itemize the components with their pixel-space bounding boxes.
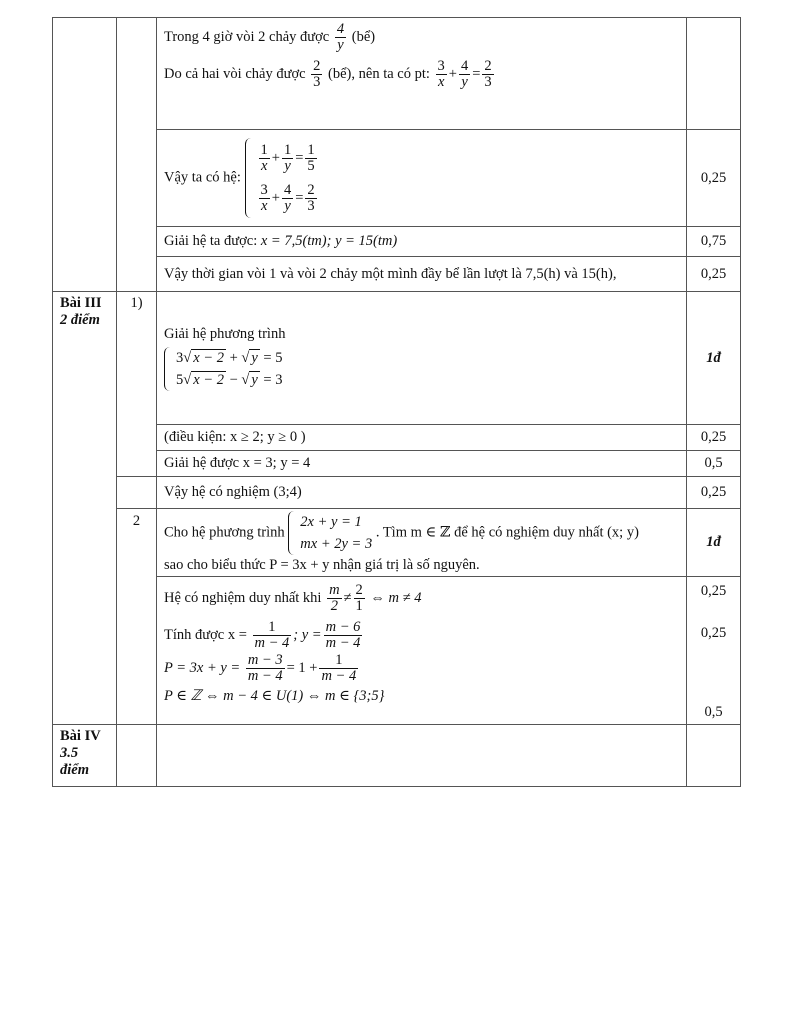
table-row bbox=[53, 18, 741, 130]
numerator: 1 bbox=[307, 142, 315, 159]
numerator: 1 bbox=[283, 142, 292, 159]
table-row bbox=[53, 577, 741, 725]
numerator: 1 bbox=[319, 653, 358, 669]
denominator: 2 bbox=[330, 598, 338, 614]
radicand: y bbox=[251, 371, 258, 388]
section-cell bbox=[53, 725, 117, 787]
text: Trong 4 giờ vòi 2 chảy được bbox=[164, 28, 330, 45]
answer-cell bbox=[157, 577, 687, 725]
equation: 3√ x − 2 + √ y = 5 bbox=[176, 349, 283, 366]
denominator: y bbox=[461, 74, 468, 90]
points-cell: 1đ bbox=[687, 509, 741, 577]
denominator: m − 4 bbox=[325, 635, 361, 651]
table-row bbox=[53, 292, 741, 425]
denominator: 1 bbox=[355, 598, 363, 614]
question-number: 1) bbox=[117, 292, 157, 477]
math: x = 7,5(tm); y = 15(tm) bbox=[260, 233, 398, 249]
fraction bbox=[282, 143, 293, 174]
text: Vậy ta có hệ: bbox=[164, 169, 241, 186]
coef: 3 bbox=[176, 349, 184, 366]
question-number: 2 bbox=[117, 509, 157, 725]
text-line: P ∈ ℤ ⇔ m − 4 ∈ U(1) ⇔ m ∈ {3;5} bbox=[164, 688, 385, 704]
denominator: 3 bbox=[313, 74, 321, 90]
text: Giải hệ phương trình bbox=[164, 325, 286, 342]
rhs: = 5 bbox=[263, 349, 283, 366]
fraction bbox=[305, 183, 316, 214]
equation-system bbox=[164, 347, 282, 391]
points-cell: 0,25 bbox=[687, 257, 741, 292]
text-line bbox=[164, 22, 686, 53]
numerator: 2 bbox=[307, 182, 315, 199]
table-row bbox=[53, 451, 741, 477]
numerator: m bbox=[329, 582, 340, 598]
denominator: x bbox=[260, 198, 268, 215]
fraction bbox=[436, 59, 447, 90]
text: . Tìm m ∈ ℤ để hệ có nghiệm duy nhất (x; y) bbox=[375, 524, 639, 541]
denominator: 3 bbox=[307, 198, 315, 215]
numerator: m − 6 bbox=[325, 619, 361, 635]
brace bbox=[288, 511, 297, 555]
equation-system bbox=[288, 511, 372, 555]
numerator: 4 bbox=[460, 58, 469, 74]
section-score: 3.5 bbox=[60, 745, 79, 761]
denominator: m − 4 bbox=[247, 668, 283, 684]
fraction bbox=[324, 620, 363, 651]
text: Vậy thời gian vòi 1 và vòi 2 chảy một mình đầy bể lần lượt là 7,5(h) và 15(h), bbox=[164, 265, 617, 282]
answer-cell bbox=[157, 257, 687, 292]
points-cell bbox=[687, 18, 741, 130]
equation: $\frac{3}{x}$ + $\frac{4}{y}$ = $\frac{2}{3}$ bbox=[260, 182, 315, 215]
section-cell bbox=[53, 292, 117, 725]
points: 0,25 bbox=[700, 583, 727, 599]
denominator: 3 bbox=[484, 74, 492, 90]
denominator: x bbox=[260, 158, 268, 175]
brace bbox=[245, 138, 254, 218]
math: ⇔ m ≠ 4 bbox=[370, 589, 422, 606]
points-cell: 0,75 bbox=[687, 227, 741, 257]
coef: 5 bbox=[176, 371, 184, 388]
fraction bbox=[335, 22, 346, 53]
op: + bbox=[229, 349, 238, 366]
text: (bể) bbox=[351, 28, 376, 45]
points-cell: 0,25 bbox=[687, 477, 741, 509]
cell-empty bbox=[117, 725, 157, 787]
equation: 5√ x − 2 − √ y = 3 bbox=[176, 371, 283, 388]
points: 0,25 bbox=[700, 625, 727, 641]
points-cell bbox=[687, 577, 741, 725]
answer-cell bbox=[157, 18, 687, 130]
section-title: Bài III bbox=[60, 295, 102, 311]
op: = 1 + bbox=[286, 659, 318, 676]
numerator: 2 bbox=[313, 58, 321, 74]
table-row bbox=[53, 257, 741, 292]
section-title: Bài IV bbox=[60, 728, 101, 744]
text-line bbox=[164, 653, 686, 684]
numerator: 2 bbox=[484, 58, 492, 74]
fraction bbox=[327, 583, 341, 614]
answer-table bbox=[52, 17, 741, 787]
cell-empty bbox=[53, 18, 117, 292]
points-cell: 1đ bbox=[687, 292, 741, 425]
fraction bbox=[246, 653, 285, 684]
answer-cell bbox=[157, 292, 687, 425]
cell-empty bbox=[687, 725, 741, 787]
denominator: 5 bbox=[307, 158, 315, 175]
table-row bbox=[53, 725, 741, 787]
fraction bbox=[305, 143, 316, 174]
equation: mx + 2y = 3 bbox=[300, 536, 373, 552]
fraction bbox=[319, 653, 358, 684]
numerator: 2 bbox=[355, 582, 363, 598]
cell-empty bbox=[157, 725, 687, 787]
answer-cell: (điều kiện: x ≥ 2; y ≥ 0 ) bbox=[157, 425, 687, 451]
text-line: Do cả hai vòi chảy được $\frac{2}{3}$ (bể), nên ta có pt: $\frac{3}{x}$ + $\frac{4}{y}$ = $\frac{2}{3}$ bbox=[164, 58, 492, 90]
radicand: x − 2 bbox=[193, 349, 224, 366]
fraction bbox=[253, 620, 292, 651]
equation-system bbox=[245, 138, 319, 218]
section-score: điểm bbox=[60, 762, 89, 778]
text: (bể), nên ta có pt: bbox=[328, 65, 430, 82]
denominator: y bbox=[284, 198, 291, 215]
op: ≠ bbox=[343, 589, 352, 606]
equation: 2x + y = 1 bbox=[300, 514, 362, 530]
numerator: 3 bbox=[437, 58, 445, 74]
numerator: 4 bbox=[283, 182, 292, 199]
radicand: y bbox=[251, 349, 258, 366]
answer-cell bbox=[157, 227, 687, 257]
denominator: y bbox=[284, 158, 291, 175]
points-cell: 0,5 bbox=[687, 451, 741, 477]
table-row bbox=[53, 227, 741, 257]
denominator: m − 4 bbox=[254, 635, 290, 651]
numerator: 1 bbox=[253, 620, 292, 636]
section-score: 2 điểm bbox=[60, 312, 100, 328]
table-row bbox=[53, 477, 741, 509]
fraction bbox=[311, 59, 322, 90]
points-cell: 0,25 bbox=[687, 130, 741, 227]
math: P = 3x + y = bbox=[164, 659, 241, 676]
cell-empty bbox=[117, 477, 157, 509]
text: Do cả hai vòi chảy được bbox=[164, 65, 306, 82]
brace bbox=[164, 347, 173, 391]
op: − bbox=[229, 371, 238, 388]
text: Giải hệ ta được: bbox=[164, 233, 258, 249]
text-line bbox=[164, 620, 686, 651]
equation: $\frac{1}{x}$ + $\frac{1}{y}$ = $\frac{1}{5}$ bbox=[260, 142, 315, 175]
fraction bbox=[259, 183, 270, 214]
numerator: 3 bbox=[260, 182, 268, 199]
fraction bbox=[354, 583, 365, 614]
text: Tính được x = bbox=[164, 626, 247, 643]
text-line: sao cho biểu thức P = 3x + y nhận giá trị là số nguyên. bbox=[164, 557, 480, 573]
points-cell: 0,25 bbox=[687, 425, 741, 451]
table-row bbox=[53, 425, 741, 451]
answer-cell: Giải hệ được x = 3; y = 4 bbox=[157, 451, 687, 477]
text-line bbox=[164, 583, 686, 614]
cell-empty bbox=[117, 18, 157, 292]
answer-cell: Vậy hệ có nghiệm (3;4) bbox=[157, 477, 687, 509]
numerator: 4 bbox=[336, 21, 345, 37]
fraction bbox=[459, 59, 470, 90]
text: Hệ có nghiệm duy nhất khi bbox=[164, 589, 322, 606]
fraction bbox=[282, 183, 293, 214]
denominator: m − 4 bbox=[321, 668, 357, 684]
answer-cell bbox=[157, 130, 687, 227]
denominator: x bbox=[437, 74, 445, 90]
table-row bbox=[53, 509, 741, 577]
fraction bbox=[259, 143, 270, 174]
radicand: x − 2 bbox=[193, 371, 224, 388]
table-row bbox=[53, 130, 741, 227]
fraction bbox=[482, 59, 493, 90]
op: ; y = bbox=[293, 626, 322, 643]
points: 0,5 bbox=[704, 704, 723, 720]
text: Cho hệ phương trình bbox=[164, 524, 285, 541]
answer-cell bbox=[157, 509, 687, 577]
rhs: = 3 bbox=[263, 371, 283, 388]
denominator: y bbox=[337, 37, 344, 53]
text-line bbox=[164, 511, 686, 555]
numerator: 1 bbox=[260, 142, 268, 159]
numerator: m − 3 bbox=[247, 652, 283, 668]
